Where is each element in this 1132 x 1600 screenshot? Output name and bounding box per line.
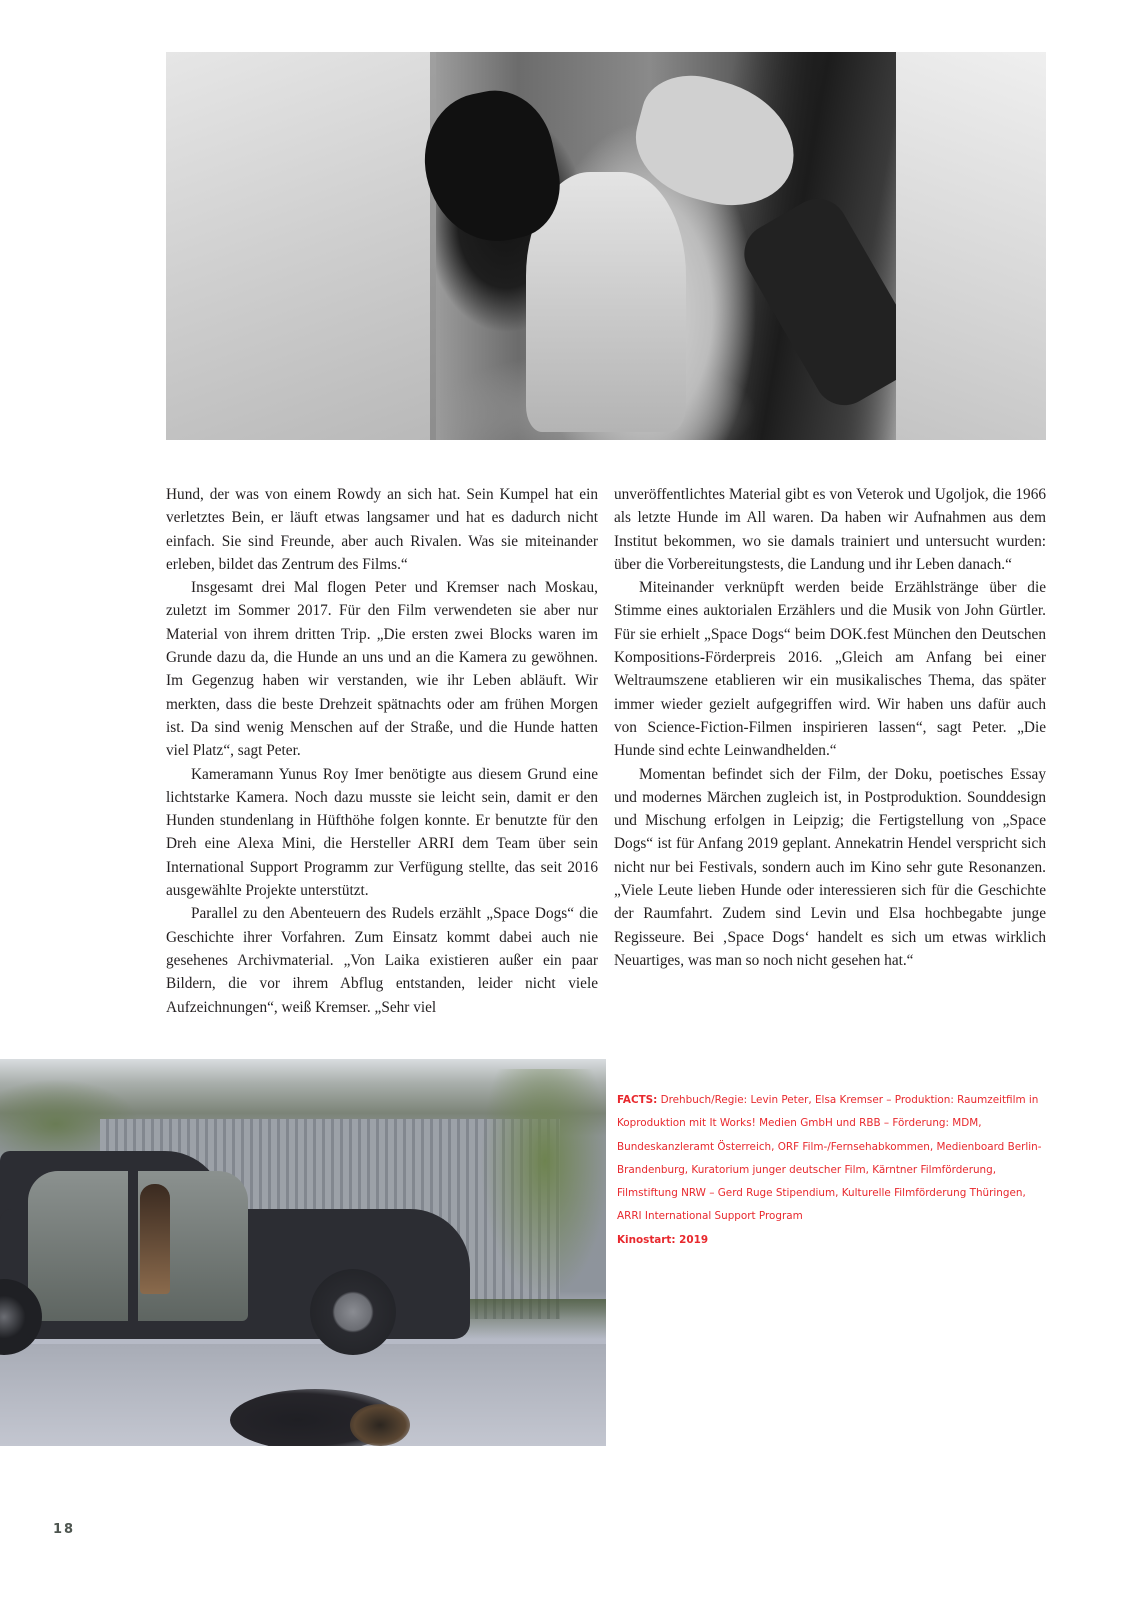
paragraph: unveröffentlichtes Material gibt es von Veterok und Ugoljok, die 1966 als letzte Hunde im All waren. Da haben wir Aufnahmen aus dem Institut bekommen, wo sie damals trainiert und untersucht wurden: über die Vorbereitungstests, die Landung und ihr Leben danach.“ — [614, 486, 1046, 573]
dog-head — [350, 1404, 410, 1446]
page-number: 18 — [53, 1522, 76, 1537]
article-column-right — [614, 483, 1046, 972]
archival-dog-photo — [166, 52, 1046, 440]
facts-box — [617, 1089, 1047, 1252]
dog-in-car — [140, 1184, 170, 1294]
facts-label: FACTS: — [617, 1094, 658, 1106]
lab-coat-left — [166, 52, 436, 440]
car-pillar — [128, 1163, 138, 1323]
paragraph: Hund, der was von einem Rowdy an sich hat. Sein Kumpel hat ein verletztes Bein, er läuft etwas langsamer und hat es dadurch nicht einfach. Sie sind Freunde, aber auch Rivalen. Was sie miteinander erleben, bildet das Zentrum des Films.“ — [166, 486, 598, 573]
paragraph: Miteinander verknüpft werden beide Erzählstränge über die Stimme eines auktorialen Erzählers und die Musik von John Gürtler. Für sie erhielt „Space Dogs“ beim DOK.fest München den Deutschen Kompositions-Förderpreis 2016. „Gleich am Anfang bei einer Weltraumszene etablieren wir ein musikalisches Thema, das später immer wieder gezielt aufgegriffen wird. Wir haben uns dafür auch von Science-Fiction-Filmen inspirieren lassen“, sagt Peter. „Die Hunde sind echte Leinwandhelden.“ — [614, 579, 1046, 760]
article-column-left — [166, 483, 598, 1019]
paragraph: Insgesamt drei Mal flogen Peter und Kremser nach Moskau, zuletzt im Sommer 2017. Für den Film verwendeten sie aber nur Material von ihrem dritten Trip. „Die ersten zwei Blocks waren im Grunde dazu da, die Hunde an uns und an die Kamera zu gewöhnen. Im Gegenzug haben wir verstanden, wie ihr Leben abläuft. Wir merkten, dass die beste Drehzeit spätnachts oder am frühen Morgen ist. Da sind wenig Menschen auf der Straße, und die Hunde hatten viel Platz“, sagt Peter. — [166, 579, 598, 760]
facts-credits — [617, 1089, 1047, 1229]
facts-text: Drehbuch/Regie: Levin Peter, Elsa Kremser – Produktion: Raumzeitfilm in Koproduktion mit It Works! Medien GmbH und RBB – Förderung: MDM, Bundeskanzleramt Österreich, ORF Film-/Fernsehabkommen, Medienboard Berlin-Brandenburg, Kuratorium junger deutscher Film, Kärntner Filmförderung, Filmstiftung NRW – Gerd Ruge Stipendium, Kulturelle Filmförderung Thüringen, ARRI International Support Program — [617, 1094, 1042, 1223]
trees — [480, 1069, 606, 1299]
street-dogs-car-photo — [0, 1059, 606, 1446]
release-date: Kinostart: 2019 — [617, 1233, 709, 1246]
lab-coat-right — [896, 52, 1046, 440]
paragraph: Momentan befindet sich der Film, der Doku, poetisches Essay und modernes Märchen zugleich ist, in Postproduktion. Sounddesign und Mischung erfolgen in Leipzig; die Fertigstellung von „Space Dogs“ ist für Anfang 2019 geplant. Annekatrin Hendel verspricht sich nicht nur bei Festivals, sondern auch im Kino sehr gute Resonanzen. „Viele Leute lieben Hunde oder interessieren sich für die Geschichte der Raumfahrt. Zudem sind Levin und Elsa hochbegabte junge Regisseure. Bei ‚Space Dogs‘ handelt es sich um etwas wirklich Neuartiges, was man so noch nicht gesehen hat.“ — [614, 765, 1046, 969]
paragraph: Kameramann Yunus Roy Imer benötigte aus diesem Grund eine lichtstarke Kamera. Noch dazu musste sie leicht sein, damit er den Hunden stundenlang in Hüfthöhe folgen konnte. Er benutzte für den Dreh eine Alexa Mini, die Hersteller ARRI dem Team über sein International Support Programm zur Verfügung stellte, das seit 2016 ausgewählte Projekte unterstützt. — [166, 765, 598, 900]
car-front-wheel — [310, 1269, 396, 1355]
paragraph: Parallel zu den Abenteuern des Rudels erzählt „Space Dogs“ die Geschichte ihrer Vorfahren. Zum Einsatz kommt dabei auch nie gesehenes Archivmaterial. „Von Laika existieren außer ein paar Bildern, die vor ihrem Abflug entstanden, leider nicht viele Aufzeichnungen“, weiß Kremser. „Sehr viel — [166, 905, 598, 1016]
car-door-opening — [28, 1171, 248, 1321]
